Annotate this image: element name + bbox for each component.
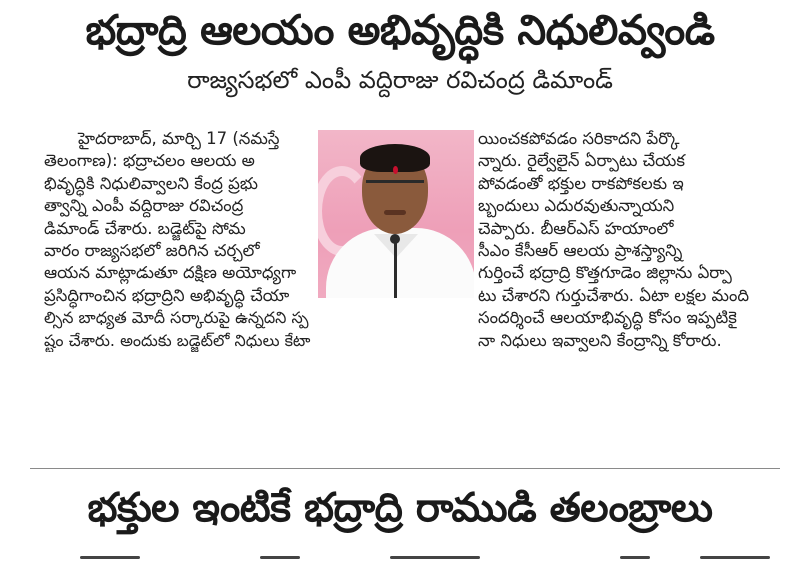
body-line: ల్సిన బాధ్యత మోదీ సర్కారుపై ఉన్నదని స్ప: [44, 308, 309, 328]
body-line: భివృద్ధికి నిధులివ్వాలని కేంద్ర ప్రభు: [44, 173, 258, 193]
body-line: హైదరాబాద్, మార్చి 17 (నమస్తే: [78, 129, 280, 148]
body-line: గుర్తించే భద్రాద్రి కొత్తగూడెం జిల్లాను ఏర్పా: [478, 263, 732, 283]
body-line: ప్రసిద్ధిగాంచిన భద్రాద్రిని అభివృద్ధి చేయా: [44, 285, 290, 305]
body-line: ఆయన మాట్లాడుతూ దక్షిణ అయోధ్యగా: [44, 263, 297, 283]
article-headline: భద్రాద్రి ఆలయం అభివృద్ధికి నిధులివ్వండి: [85, 6, 715, 54]
body-line: టు చేశారని గుర్తుచేశారు. ఏటా లక్షల మంది: [478, 285, 750, 305]
body-line: త్వాన్ని ఎంపీ వద్దిరాజు రవిచంద్ర: [44, 196, 244, 216]
photo-tilak: [393, 166, 398, 174]
article-body-right-column: [478, 128, 778, 352]
body-line: తెలంగాణ): భద్రాచలం ఆలయ అ: [44, 151, 255, 171]
article-subheadline: రాజ్యసభలో ఎంపీ వద్దిరాజు రవిచంద్ర డిమాండ్: [187, 66, 613, 94]
cut-off-text-line: [60, 552, 780, 563]
cut-off-text-fragment: [620, 556, 650, 559]
article-body-left-column: [44, 128, 314, 352]
body-line: చెప్పారు. బీఆర్‌ఎస్ హయాంలో: [478, 218, 674, 238]
body-line: సీఎం కేసీఆర్ ఆలయ ప్రాశస్త్యాన్ని: [478, 240, 683, 260]
photo-glasses: [366, 180, 424, 195]
second-article-headline: భక్తుల ఇంటికే భద్రాద్రి రాముడి తలంబ్రాలు: [87, 485, 713, 531]
cut-off-text-fragment: [390, 556, 480, 559]
cut-off-text-fragment: [80, 556, 140, 559]
photo-mouth: [384, 210, 406, 215]
body-line: వారం రాజ్యసభలో జరిగిన చర్చలో: [44, 240, 260, 260]
body-line: నా నిధులు ఇవ్వాలని కేంద్రాన్ని కోరారు.: [478, 330, 722, 350]
microphone-stand: [394, 240, 397, 298]
body-line: సందర్శించే ఆలయాభివృద్ధి కోసం ఇప్పటికై: [478, 308, 737, 328]
body-line: న్నారు. రైల్వేలైన్ ఏర్పాటు చేయక: [478, 151, 686, 171]
cut-off-text-fragment: [260, 556, 300, 559]
cut-off-text-fragment: [700, 556, 770, 559]
body-line: యించకపోవడం సరికాదని పేర్కొ: [478, 129, 680, 148]
body-line: డిమాండ్ చేశారు. బడ్జెట్‌పై సోమ: [44, 218, 246, 238]
speaker-photo: [318, 130, 474, 298]
body-line: పోవడంతో భక్తుల రాకపోకలకు ఇ: [478, 173, 684, 193]
body-line: ష్టం చేశారు. అందుకు బడ్జెట్‌లో నిధులు కేటా: [44, 330, 311, 350]
body-line: బ్బందులు ఎదురవుతున్నాయని: [478, 196, 675, 216]
article-divider: [30, 468, 780, 469]
